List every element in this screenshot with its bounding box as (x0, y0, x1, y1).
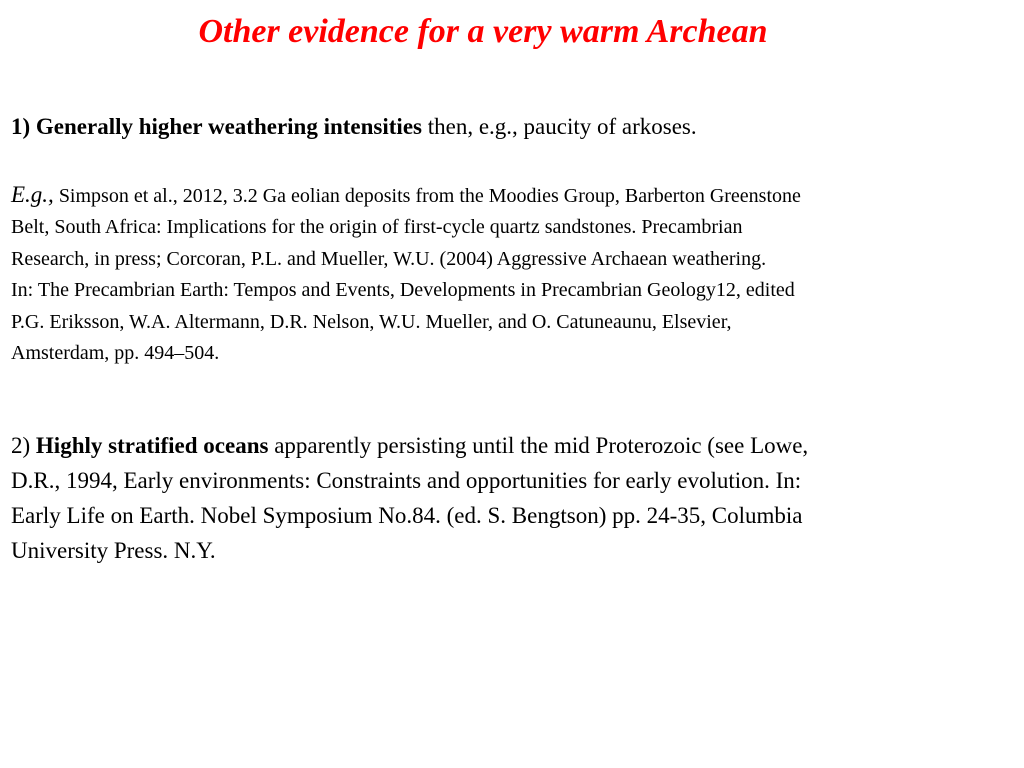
references-block (11, 179, 1024, 369)
point-2-text: apparently persisting until the mid Proterozoic (see Lowe, (268, 433, 809, 458)
point-2-line: University Press. N.Y. (11, 538, 216, 563)
reference-line: Research, in press; Corcoran, P.L. and Mueller, W.U. (2004) Aggressive Archaean weathering. (11, 247, 767, 270)
reference-line: Amsterdam, pp. 494–504. (11, 342, 220, 365)
point-2-line: D.R., 1994, Early environments: Constraints and opportunities for early evolution. In: (11, 468, 802, 493)
slide-title: Other evidence for a very warm Archean (198, 13, 768, 50)
point-1-heading: 1) Generally higher weathering intensities (11, 114, 422, 139)
reference-text: Simpson et al., 2012, 3.2 Ga eolian deposits from the Moodies Group, Barberton Greenstone (53, 185, 801, 207)
point-1 (11, 111, 697, 143)
reference-line: P.G. Eriksson, W.A. Altermann, D.R. Nelson, W.U. Mueller, and O. Catuneaunu, Elsevier, (11, 310, 732, 333)
reference-line (11, 179, 1024, 212)
reference-line: Belt, South Africa: Implications for the origin of first-cycle quartz sandstones. Precambrian (11, 216, 743, 239)
eg-label: E.g., (11, 182, 54, 207)
point-2-heading: Highly stratified oceans (35, 433, 269, 458)
point-1-text: then, e.g., paucity of arkoses. (421, 114, 697, 139)
point-2-line (11, 428, 808, 463)
point-2-line: Early Life on Earth. Nobel Symposium No.84. (ed. S. Bengtson) pp. 24-35, Columbia (11, 503, 803, 528)
point-2 (11, 428, 808, 568)
reference-line: In: The Precambrian Earth: Tempos and Events, Developments in Precambrian Geology12, edited (11, 279, 795, 302)
point-2-number: 2) (11, 433, 36, 458)
